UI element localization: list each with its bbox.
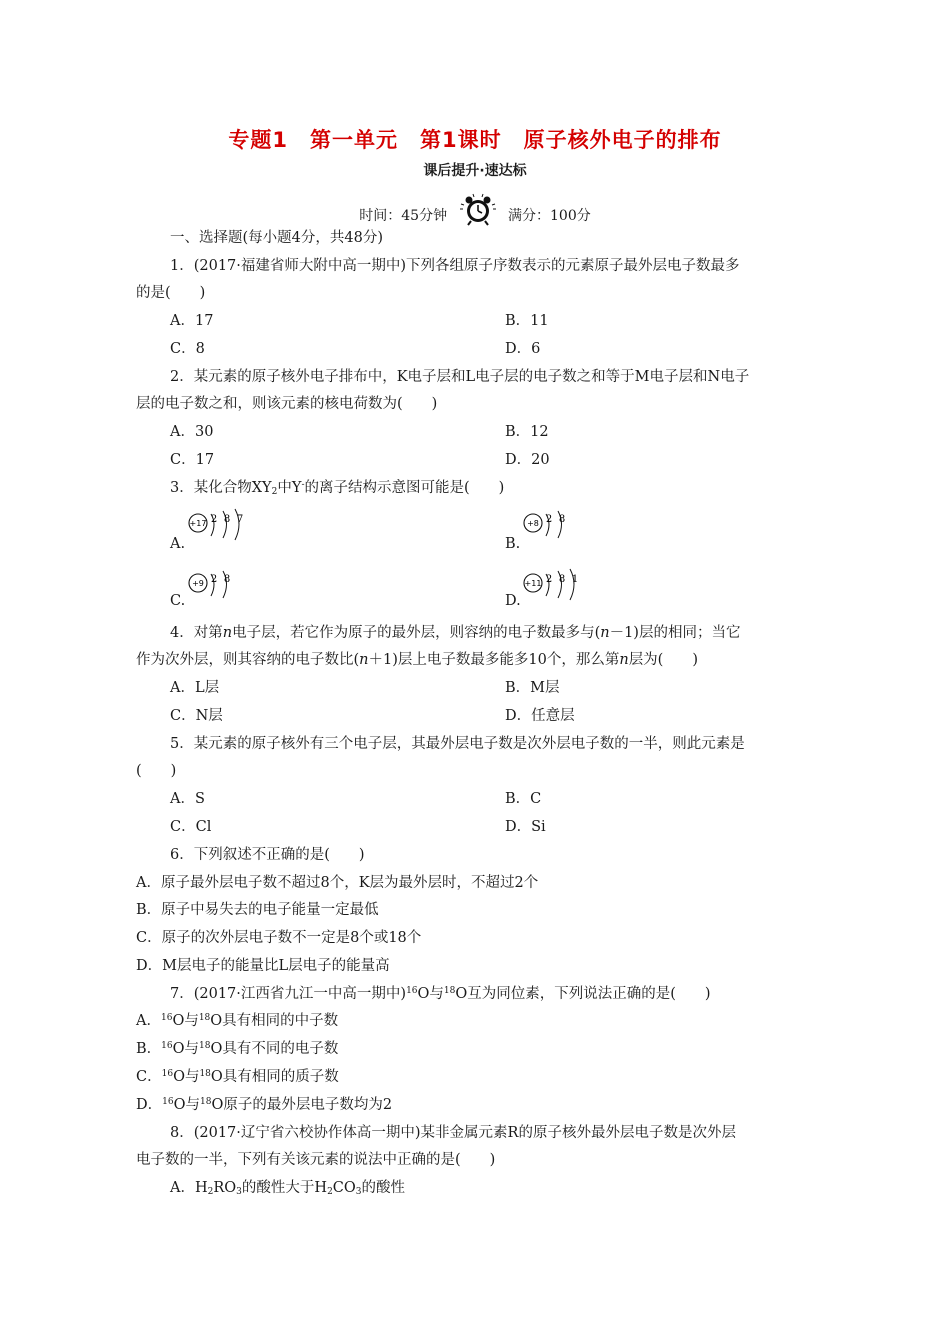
q8-option-a: A．$H_2RO_3$的酸性大于$H_2CO_3$的酸性 bbox=[170, 1180, 406, 1197]
q5-option-b: B．C bbox=[505, 791, 542, 807]
q3-option-a: A. bbox=[170, 536, 186, 552]
svg-text:8: 8 bbox=[558, 574, 566, 585]
ion-diagram-c bbox=[187, 566, 267, 606]
q1-option-c: C．8 bbox=[170, 341, 205, 357]
q6-option-a: A．原子最外层电子数不超过8个，K层为最外层时，不超过2个 bbox=[136, 875, 539, 891]
q4-option-b: B．M层 bbox=[505, 680, 560, 696]
svg-text:8: 8 bbox=[223, 514, 231, 525]
svg-text:+11: +11 bbox=[524, 579, 542, 588]
q4-option-d: D．任意层 bbox=[505, 708, 575, 724]
q7-option-b: B．$^{16}$O与$^{18}$O具有不同的电子数 bbox=[136, 1041, 339, 1057]
q4-stem-cont: 作为次外层，则其容纳的电子数比(n＋1)层上电子数最多能多10个，那么第n层为( ) bbox=[136, 652, 699, 668]
q1-option-a: A．17 bbox=[170, 313, 214, 329]
q1-option-b: B．11 bbox=[505, 313, 549, 329]
q2-option-a: A．30 bbox=[170, 424, 214, 440]
svg-text:+17: +17 bbox=[189, 519, 207, 528]
time-label: 时间：45分钟 bbox=[359, 208, 448, 224]
svg-text:2: 2 bbox=[210, 574, 218, 585]
alarm-clock-icon bbox=[458, 192, 498, 226]
q4-stem: 4．对第n电子层，若它作为原子的最外层，则容纳的电子数最多与(n－1)层的相同；当它 bbox=[170, 625, 741, 641]
svg-text:2: 2 bbox=[545, 574, 553, 585]
q3-option-c: C. bbox=[170, 593, 186, 609]
q6-stem: 6．下列叙述不正确的是( ) bbox=[170, 847, 365, 863]
q1-stem-cont: 的是( ) bbox=[136, 285, 206, 301]
page-subtitle: 课后提升·速达标 bbox=[423, 163, 527, 179]
page-title: 专题1 第一单元 第1课时 原子核外电子的排布 bbox=[228, 128, 722, 152]
q3-option-b: B. bbox=[505, 536, 521, 552]
q5-stem: 5．某元素的原子核外有三个电子层，其最外层电子数是次外层电子数的一半，则此元素是 bbox=[170, 736, 745, 752]
q1-option-d: D．6 bbox=[505, 341, 541, 357]
q7-option-a: A．$^{16}$O与$^{18}$O具有相同的中子数 bbox=[136, 1013, 339, 1029]
q3-option-d: D. bbox=[505, 593, 521, 609]
time-score-line bbox=[0, 198, 950, 232]
q2-option-b: B．12 bbox=[505, 424, 549, 440]
q2-stem: 2．某元素的原子核外电子排布中，K电子层和L电子层的电子数之和等于M电子层和N电子 bbox=[170, 369, 750, 385]
score-label: 满分：100分 bbox=[508, 208, 591, 224]
svg-text:8: 8 bbox=[558, 514, 566, 525]
q6-option-c: C．原子的次外层电子数不一定是8个或18个 bbox=[136, 930, 422, 946]
q7-option-d: D．$^{16}$O与$^{18}$O原子的最外层电子数均为2 bbox=[136, 1097, 393, 1113]
q7-stem: 7．(2017·江西省九江一中高一期中)$^{16}$O与$^{18}$O互为同位素，下列说法正确的是( ) bbox=[170, 986, 711, 1002]
q4-option-a: A．L层 bbox=[170, 680, 220, 696]
q2-stem-cont: 层的电子数之和，则该元素的核电荷数为( ) bbox=[136, 396, 438, 412]
ion-diagram-d bbox=[522, 566, 602, 606]
q4-option-c: C．N层 bbox=[170, 708, 223, 724]
svg-text:8: 8 bbox=[223, 574, 231, 585]
ion-diagram-a bbox=[187, 506, 267, 546]
svg-text:+8: +8 bbox=[527, 519, 539, 528]
q8-stem: 8．(2017·辽宁省六校协作体高一期中)某非金属元素R的原子核外最外层电子数是次外层 bbox=[170, 1125, 736, 1141]
q6-option-d: D．M层电子的能量比L层电子的能量高 bbox=[136, 958, 390, 974]
q7-option-c: C．$^{16}$O与$^{18}$O具有相同的质子数 bbox=[136, 1069, 339, 1085]
svg-text:1: 1 bbox=[571, 574, 579, 585]
q5-option-d: D．Si bbox=[505, 819, 546, 835]
q8-stem-cont: 电子数的一半，下列有关该元素的说法中正确的是( ) bbox=[136, 1152, 496, 1168]
svg-text:2: 2 bbox=[545, 514, 553, 525]
svg-text:7: 7 bbox=[236, 514, 244, 525]
q2-option-d: D．20 bbox=[505, 452, 550, 468]
q1-stem: 1．(2017·福建省师大附中高一期中)下列各组原子序数表示的元素原子最外层电子数最多 bbox=[170, 258, 740, 274]
q5-stem-cont: ( ) bbox=[136, 763, 177, 779]
svg-text:+9: +9 bbox=[192, 579, 204, 588]
q2-option-c: C．17 bbox=[170, 452, 215, 468]
svg-text:2: 2 bbox=[210, 514, 218, 525]
section-heading: 一、选择题(每小题4分，共48分) bbox=[170, 230, 383, 246]
ion-diagram-b bbox=[522, 506, 602, 546]
q6-option-b: B．原子中易失去的电子能量一定最低 bbox=[136, 902, 379, 918]
q5-option-a: A．S bbox=[170, 791, 205, 807]
q3-stem: 3．某化合物$XY_2$中Y-的离子结构示意图可能是( ) bbox=[170, 480, 505, 497]
q5-option-c: C．Cl bbox=[170, 819, 212, 835]
